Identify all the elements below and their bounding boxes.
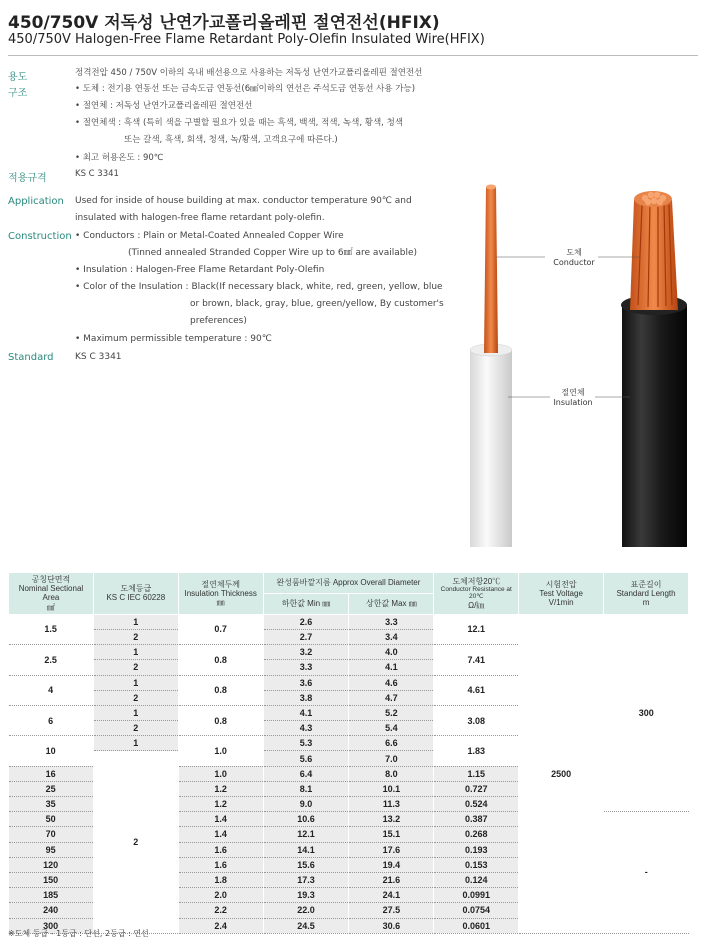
cell-min: 8.1 [263,781,349,796]
cell-resistance: 0.0991 [434,888,519,903]
cell-min: 10.6 [263,812,349,827]
cell-area: 300 [9,918,94,933]
cell-max: 3.4 [349,629,434,644]
header-thick-en: Insulation Thickness [184,588,257,598]
spec-table [8,572,689,934]
cell-resistance: 0.387 [434,812,519,827]
cell-class: 2 [93,660,178,675]
cell-thickness: 1.4 [178,812,263,827]
cell-thickness: 1.2 [178,797,263,812]
cell-class: 1 [93,736,178,751]
en-standard-text: KS C 3341 [75,352,122,362]
cell-class: 2 [93,629,178,644]
cell-area: 240 [9,903,94,918]
title-divider [8,55,698,56]
header-thick-unit: ㎜ [216,597,225,607]
header-volt-en: Test Voltage [539,588,583,598]
application-line: insulated with halogen-free flame retardant poly-olefin. [75,213,325,223]
cell-thickness: 0.7 [178,614,263,644]
cell-max: 27.5 [349,903,434,918]
header-res-en: Conductor Resistance at 20℃ [440,585,512,601]
cell-class: 2 [93,751,178,933]
cell-class: 1 [93,675,178,690]
cell-max: 5.4 [349,721,434,736]
cell-thickness: 2.0 [178,888,263,903]
cell-thickness: 0.8 [178,645,263,675]
footnote: ※도체 등급 - 1등급 : 단선, 2등급 : 연선 [8,929,149,938]
cell-area: 4 [9,675,94,705]
construction-line: • Insulation : Halogen-Free Flame Retardant Poly-Olefin [75,265,325,275]
cell-area: 16 [9,766,94,781]
cell-resistance: 0.268 [434,827,519,842]
insulation-label-ko: 절연체 [561,388,585,397]
cell-length: 300 [604,614,689,811]
col-header-resistance [434,573,519,615]
col-header-voltage [519,573,604,615]
cell-min: 12.1 [263,827,349,842]
construction-line: preferences) [190,316,247,326]
cell-min: 4.3 [263,721,349,736]
col-header-max: 상한값 Max ㎜ [349,593,434,614]
cell-min: 24.5 [263,918,349,933]
cell-class: 1 [93,645,178,660]
cell-resistance: 0.0601 [434,918,519,933]
cell-max: 5.2 [349,705,434,720]
cell-resistance: 4.61 [434,675,519,705]
header-area-en: Nominal Sectional Area [18,584,84,603]
usage-label: 용도 [8,72,28,83]
cell-min: 2.6 [263,614,349,629]
structure-line: • 도체 : 전기용 연동선 또는 금속도금 연동선(6㎟이하의 연선은 주석도금 연동선 사용 가능) [75,84,416,94]
construction-line: (Tinned annealed Stranded Copper Wire up to 6㎟ are available) [128,248,418,258]
cell-thickness: 1.2 [178,781,263,796]
cell-max: 15.1 [349,827,434,842]
cell-area: 70 [9,827,94,842]
header-area-unit: ㎟ [46,602,55,612]
cell-min: 9.0 [263,797,349,812]
cell-min: 3.3 [263,660,349,675]
cell-min: 4.1 [263,705,349,720]
cell-min: 15.6 [263,857,349,872]
cell-max: 7.0 [349,751,434,766]
header-len-en: Standard Length [616,588,676,598]
construction-line: • Maximum permissible temperature : 90℃ [75,334,272,344]
solid-conductor [484,187,498,353]
conductor-label-ko: 도체 [566,248,582,257]
cell-min: 3.2 [263,645,349,660]
cell-min: 19.3 [263,888,349,903]
cell-max: 24.1 [349,888,434,903]
usage-text: 정격전압 450 / 750V 이하의 옥내 배선용으로 사용하는 저독성 난연가교폴리올레핀 절연전선 [75,68,423,78]
structure-line: • 절연체색 : 흑색 (특히 색을 구별할 필요가 있을 때는 흑색, 백색, 적색, 녹색, 황색, 청색 [75,118,403,128]
col-header-class [93,573,178,615]
col-header-thickness [178,573,263,615]
cell-max: 17.6 [349,842,434,857]
page-title-korean: 450/750V 저독성 난연가교폴리올레핀 절연전선(HFIX) [8,13,440,33]
cell-resistance: 0.524 [434,797,519,812]
cell-area: 150 [9,872,94,887]
cell-resistance: 0.124 [434,872,519,887]
structure-line: 또는 갈색, 흑색, 회색, 청색, 녹/황색, 고객요구에 따른다.) [124,135,338,145]
cell-thickness: 1.0 [178,766,263,781]
application-line: Used for inside of house building at max. conductor temperature 90℃ and [75,196,412,206]
ko-standard-label: 적용규격 [8,173,47,184]
construction-line: or brown, black, gray, blue, green/yellow, By customer's [190,299,444,309]
cell-area: 1.5 [9,614,94,644]
cell-area: 95 [9,842,94,857]
header-res-unit: Ω/㎞ [468,600,485,610]
cell-area: 50 [9,812,94,827]
insulation-label-en: Insulation [553,397,593,407]
structure-line: • 절연체 : 저독성 난연가교폴리올레핀 절연전선 [75,101,253,111]
cell-min: 17.3 [263,872,349,887]
cell-thickness: 0.8 [178,705,263,735]
cell-min: 22.0 [263,903,349,918]
cell-thickness: 1.8 [178,872,263,887]
cell-area: 185 [9,888,94,903]
application-label: Application [8,196,64,207]
cell-resistance: 0.727 [434,781,519,796]
cell-min: 3.8 [263,690,349,705]
cell-max: 30.6 [349,918,434,933]
white-cable-insulation [470,350,512,547]
cell-thickness: 1.4 [178,827,263,842]
cell-max: 4.7 [349,690,434,705]
header-res-ko: 도체저항20℃ [452,576,501,586]
cell-max: 8.0 [349,766,434,781]
col-header-diameter: 완성품바깥지름 Approx Overall Diameter [263,573,434,594]
cell-class: 1 [93,614,178,629]
page-title-english: 450/750V Halogen-Free Flame Retardant Poly-Olefin Insulated Wire(HFIX) [8,32,485,47]
cell-max: 19.4 [349,857,434,872]
cell-resistance: 7.41 [434,645,519,675]
cell-class: 1 [93,705,178,720]
cell-area: 120 [9,857,94,872]
cell-resistance: 1.15 [434,766,519,781]
cell-max: 3.3 [349,614,434,629]
cell-area: 35 [9,797,94,812]
col-header-min: 하한값 Min ㎜ [263,593,349,614]
cell-area: 10 [9,736,94,766]
cell-min: 3.6 [263,675,349,690]
cell-thickness: 1.6 [178,857,263,872]
cell-max: 6.6 [349,736,434,751]
cell-min: 14.1 [263,842,349,857]
construction-label: Construction [8,231,72,242]
cell-resistance: 0.193 [434,842,519,857]
ko-standard-text: KS C 3341 [75,169,119,179]
conductor-callout [548,248,600,267]
cell-min: 2.7 [263,629,349,644]
header-len-unit: m [642,597,650,607]
cell-area: 2.5 [9,645,94,675]
cell-max: 11.3 [349,797,434,812]
header-area-ko: 공칭단면적 [31,575,71,584]
structure-label: 구조 [8,88,28,99]
cell-thickness: 2.4 [178,918,263,933]
header-class-en: KS C IEC 60228 [106,593,166,603]
cell-max: 4.1 [349,660,434,675]
cell-resistance: 1.83 [434,736,519,766]
cell-min: 5.6 [263,751,349,766]
insulation-callout [549,388,597,407]
cell-resistance: 3.08 [434,705,519,735]
cell-resistance: 12.1 [434,614,519,644]
cell-resistance: 0.153 [434,857,519,872]
table-row [9,614,689,629]
header-volt-unit: V/1min [548,597,574,607]
cell-area: 25 [9,781,94,796]
cell-voltage: 2500 [519,614,604,933]
cell-thickness: 1.0 [178,736,263,766]
cell-min: 5.3 [263,736,349,751]
black-cable-insulation [622,305,687,547]
conductor-label-en: Conductor [553,257,595,267]
cell-resistance: 0.0754 [434,903,519,918]
structure-line: • 최고 허용온도 : 90℃ [75,153,164,163]
col-header-length [604,573,689,615]
header-thick-ko: 절연체두께 [201,579,240,589]
cell-max: 13.2 [349,812,434,827]
header-class-ko: 도체등급 [120,584,152,594]
cell-class: 2 [93,690,178,705]
cell-length: - [604,812,689,934]
cell-thickness: 2.2 [178,903,263,918]
cable-illustration [450,175,700,550]
en-standard-label: Standard [8,352,54,363]
cell-min: 6.4 [263,766,349,781]
construction-line: • Color of the Insulation : Black(If necessary black, white, red, green, yellow, blue [75,282,443,292]
header-volt-ko: 시험전압 [545,579,577,589]
cell-max: 4.6 [349,675,434,690]
cell-max: 4.0 [349,645,434,660]
cell-class: 2 [93,721,178,736]
cell-max: 21.6 [349,872,434,887]
col-header-area [9,573,94,615]
cell-thickness: 1.6 [178,842,263,857]
cell-max: 10.1 [349,781,434,796]
cell-area: 6 [9,705,94,735]
header-len-ko: 표준길이 [630,579,662,589]
cell-thickness: 0.8 [178,675,263,705]
construction-line: • Conductors : Plain or Metal-Coated Annealed Copper Wire [75,231,344,241]
